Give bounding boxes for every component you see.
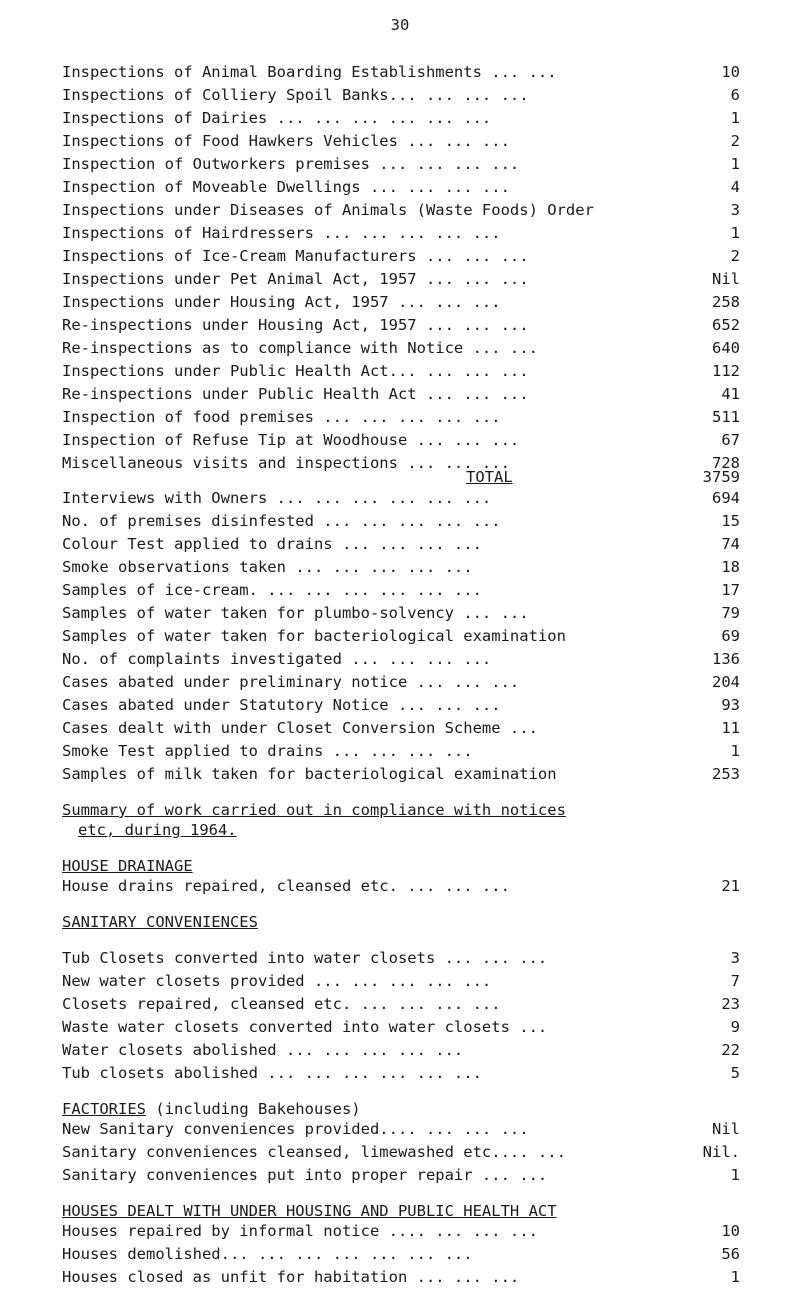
item-value: 17 <box>721 581 740 599</box>
item-value: 694 <box>712 489 740 507</box>
item-value: Nil <box>712 1120 740 1138</box>
item-value: 728 <box>712 454 740 472</box>
item-label: Re-inspections under Public Health Act ... ... ... <box>62 385 529 403</box>
item-label: Samples of milk taken for bacteriological examination <box>62 765 557 783</box>
item-label: Inspections under Housing Act, 1957 ... ... ... <box>62 293 501 311</box>
list-item <box>62 62 740 82</box>
item-value: 640 <box>712 339 740 357</box>
list-item <box>62 315 740 335</box>
item-label: No. of premises disinfested ... ... ... ... ... <box>62 512 501 530</box>
item-label: Water closets abolished ... ... ... ... ... <box>62 1041 464 1059</box>
item-label: Tub closets abolished ... ... ... ... ... ... <box>62 1064 482 1082</box>
item-label: Sanitary conveniences put into proper repair ... ... <box>62 1166 548 1184</box>
list-item <box>62 764 740 784</box>
item-label: Inspection of Moveable Dwellings ... ... ... ... <box>62 178 510 196</box>
list-item <box>62 741 740 761</box>
item-value: 9 <box>730 1018 740 1036</box>
list-item <box>62 131 740 151</box>
list-item <box>62 85 740 105</box>
item-label: Samples of water taken for plumbo-solvency ... ... <box>62 604 529 622</box>
item-value: 2 <box>730 132 740 150</box>
item-value: 1 <box>730 109 740 127</box>
list-item <box>62 718 740 738</box>
item-label: Inspections under Pet Animal Act, 1957 ... ... ... <box>62 270 529 288</box>
list-item <box>62 511 740 531</box>
list-item <box>62 108 740 128</box>
item-label: Inspections of Colliery Spoil Banks... ... ... ... <box>62 86 529 104</box>
item-value: 93 <box>721 696 740 714</box>
item-value: 22 <box>721 1041 740 1059</box>
item-label: Samples of water taken for bacteriological examination <box>62 627 566 645</box>
item-value: 253 <box>712 765 740 783</box>
house-drainage-heading: HOUSE DRAINAGE <box>62 857 193 875</box>
item-value: 18 <box>721 558 740 576</box>
list-item <box>62 154 740 174</box>
item-value: 41 <box>721 385 740 403</box>
item-label: Closets repaired, cleansed etc. ... ... ... ... <box>62 995 501 1013</box>
item-label: House drains repaired, cleansed etc. ... ... ... <box>62 877 510 895</box>
item-label: Tub Closets converted into water closets ... ... ... <box>62 949 548 967</box>
item-value: 112 <box>712 362 740 380</box>
list-item <box>62 200 740 220</box>
list-item <box>62 672 740 692</box>
item-label: No. of complaints investigated ... ... ... ... <box>62 650 492 668</box>
item-value: 136 <box>712 650 740 668</box>
total-value: 3759 <box>702 468 740 486</box>
item-label: Inspection of Refuse Tip at Woodhouse ... ... ... <box>62 431 520 449</box>
item-label: Inspections of Food Hawkers Vehicles ... ... ... <box>62 132 510 150</box>
item-label: Inspection of Outworkers premises ... ... ... ... <box>62 155 520 173</box>
list-item <box>62 649 740 669</box>
houses-heading: HOUSES DEALT WITH UNDER HOUSING AND PUBLIC HEALTH ACT <box>62 1202 557 1220</box>
item-label: Inspection of food premises ... ... ... ... ... <box>62 408 501 426</box>
item-label: Smoke Test applied to drains ... ... ... ... <box>62 742 473 760</box>
item-label: Houses repaired by informal notice .... ... ... ... <box>62 1222 538 1240</box>
item-label: Re-inspections under Housing Act, 1957 ... ... ... <box>62 316 529 334</box>
item-value: 258 <box>712 293 740 311</box>
list-item <box>62 603 740 623</box>
item-value: 3 <box>730 949 740 967</box>
item-value: 6 <box>730 86 740 104</box>
item-label: New water closets provided ... ... ... ... ... <box>62 972 492 990</box>
item-label: Houses demolished... ... ... ... ... ... ... <box>62 1245 473 1263</box>
item-value: 79 <box>721 604 740 622</box>
item-label: Cases dealt with under Closet Conversion Scheme ... <box>62 719 538 737</box>
item-value: 7 <box>730 972 740 990</box>
page-number: 30 <box>390 16 410 34</box>
sanitary-conveniences-heading: SANITARY CONVENIENCES <box>62 913 258 931</box>
item-value: 2 <box>730 247 740 265</box>
summary-heading-2: etc, during 1964. <box>78 821 237 839</box>
item-label: Houses closed as unfit for habitation ... ... ... <box>62 1268 520 1286</box>
item-label: Inspections under Public Health Act... ... ... ... <box>62 362 529 380</box>
item-label: Waste water closets converted into water closets ... <box>62 1018 548 1036</box>
summary-heading: Summary of work carried out in compliance with notices <box>62 801 566 819</box>
item-value: Nil <box>712 270 740 288</box>
item-label: New Sanitary conveniences provided.... ... ... ... <box>62 1120 529 1138</box>
item-value: Nil. <box>702 1143 740 1161</box>
item-value: 11 <box>721 719 740 737</box>
item-label: Smoke observations taken ... ... ... ... ... <box>62 558 473 576</box>
item-label: Cases abated under preliminary notice ... ... ... <box>62 673 520 691</box>
item-label: Sanitary conveniences cleansed, limewashed etc.... ... <box>62 1143 566 1161</box>
list-item <box>62 488 740 508</box>
list-item <box>62 580 740 600</box>
factories-heading-suffix: (including Bakehouses) <box>146 1100 361 1118</box>
item-label: Samples of ice-cream. ... ... ... ... ... ... <box>62 581 482 599</box>
item-label: Cases abated under Statutory Notice ... ... ... <box>62 696 501 714</box>
list-item <box>62 246 740 266</box>
item-value: 511 <box>712 408 740 426</box>
item-label: Colour Test applied to drains ... ... ... ... <box>62 535 482 553</box>
factories-heading: FACTORIES <box>62 1100 146 1118</box>
total-label: TOTAL <box>466 468 513 486</box>
item-value: 10 <box>721 1222 740 1240</box>
item-label: Interviews with Owners ... ... ... ... ... ... <box>62 489 492 507</box>
list-item <box>62 292 740 312</box>
list-item <box>62 177 740 197</box>
item-value: 1 <box>730 742 740 760</box>
item-value: 67 <box>721 431 740 449</box>
item-value: 4 <box>730 178 740 196</box>
item-label: Inspections of Hairdressers ... ... ... ... ... <box>62 224 501 242</box>
list-item <box>62 407 740 427</box>
list-item <box>62 430 740 450</box>
item-value: 1 <box>730 1268 740 1286</box>
item-value: 10 <box>721 63 740 81</box>
item-value: 21 <box>721 877 740 895</box>
item-value: 204 <box>712 673 740 691</box>
list-item <box>62 223 740 243</box>
item-value: 652 <box>712 316 740 334</box>
item-label: Miscellaneous visits and inspections ... ... ... <box>62 454 510 472</box>
item-value: 15 <box>721 512 740 530</box>
item-value: 1 <box>730 224 740 242</box>
item-value: 74 <box>721 535 740 553</box>
item-value: 1 <box>730 155 740 173</box>
item-label: Inspections under Diseases of Animals (Waste Foods) Order <box>62 201 594 219</box>
item-label: Inspections of Ice-Cream Manufacturers ... ... ... <box>62 247 529 265</box>
item-label: Re-inspections as to compliance with Notice ... ... <box>62 339 538 357</box>
item-value: 1 <box>730 1166 740 1184</box>
item-label: Inspections of Dairies ... ... ... ... ... ... <box>62 109 492 127</box>
item-value: 69 <box>721 627 740 645</box>
list-item <box>62 534 740 554</box>
total-row <box>62 467 740 487</box>
item-value: 56 <box>721 1245 740 1263</box>
item-value: 3 <box>730 201 740 219</box>
item-value: 23 <box>721 995 740 1013</box>
item-value: 5 <box>730 1064 740 1082</box>
list-item <box>62 361 740 381</box>
list-item <box>62 384 740 404</box>
item-label: Inspections of Animal Boarding Establishments ... ... <box>62 63 557 81</box>
list-item <box>62 269 740 289</box>
list-item <box>62 338 740 358</box>
list-item <box>62 557 740 577</box>
list-item <box>62 695 740 715</box>
list-item <box>62 626 740 646</box>
